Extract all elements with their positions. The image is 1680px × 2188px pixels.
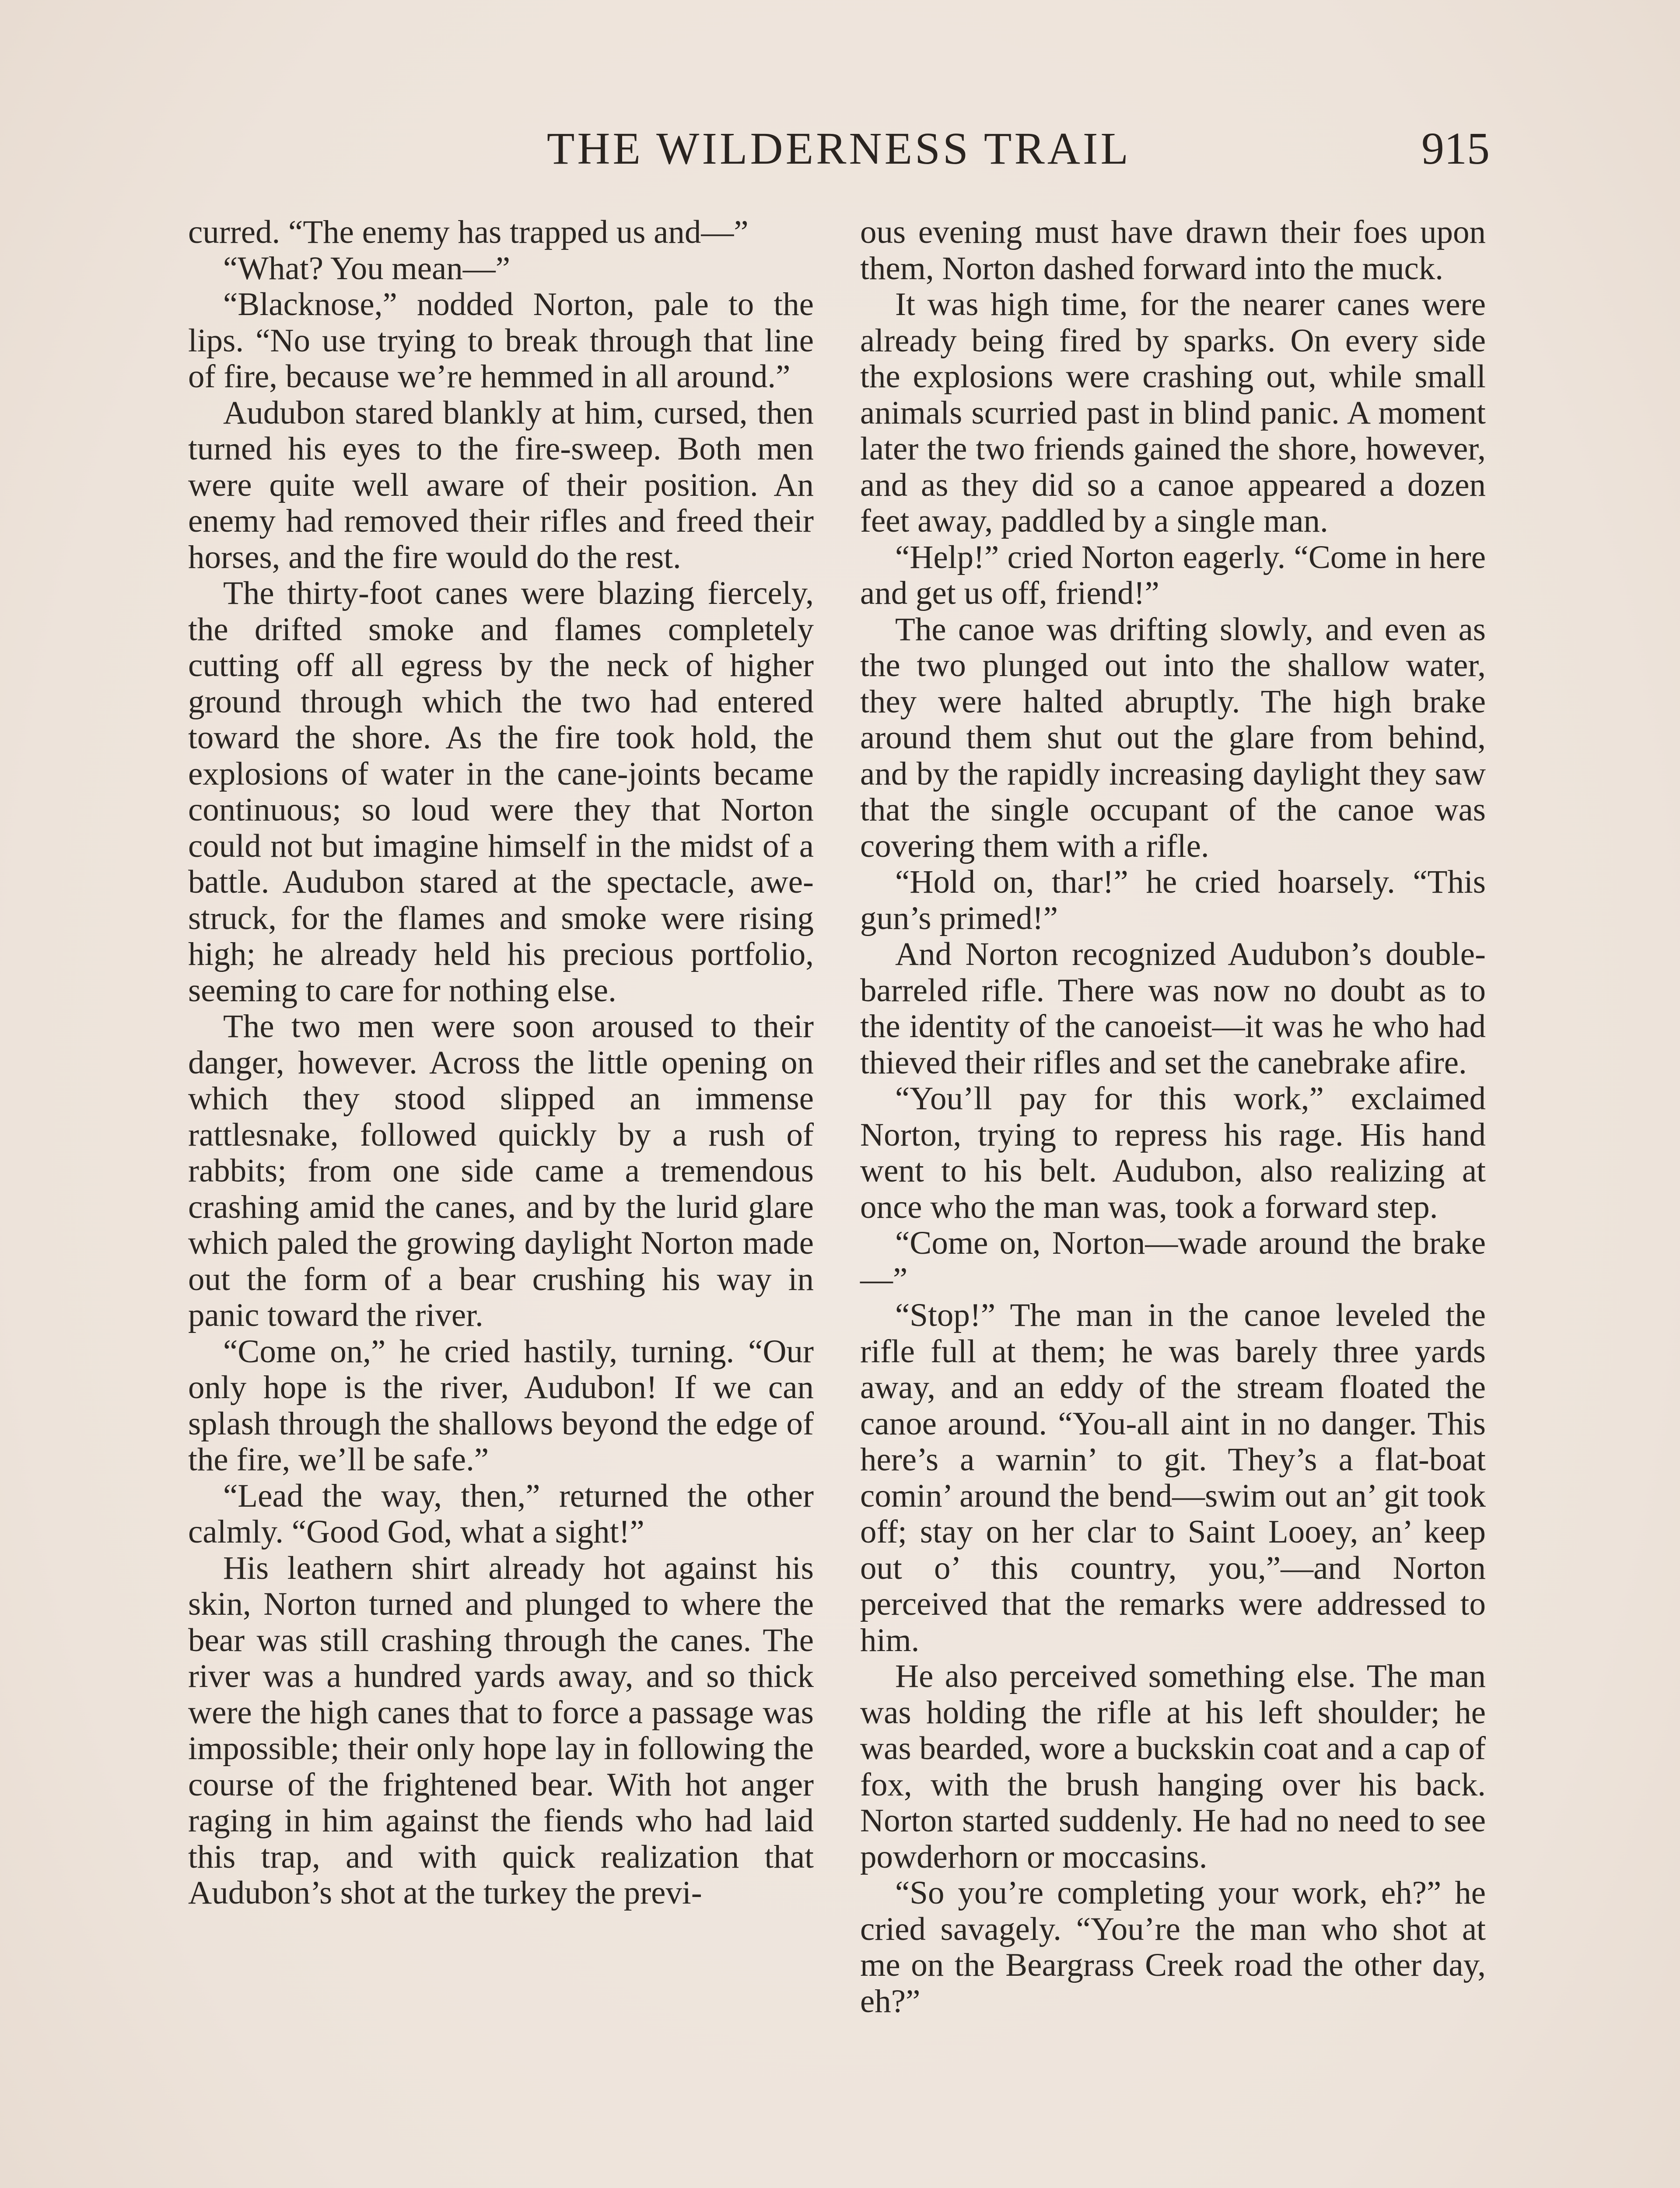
paragraph: “Help!” cried Norton eagerly. “Come in here and get us off, friend!” xyxy=(860,539,1486,611)
paragraph: “You’ll pay for this work,” exclaimed Norton, trying to repress his rage. His hand went to his belt. Audubon, also realizing at once who the man was, took a forward step. xyxy=(860,1080,1486,1225)
running-title: THE WILDERNESS TRAIL xyxy=(546,123,1131,174)
paragraph: “What? You mean—” xyxy=(223,250,511,287)
paragraph: curred. “The enemy has trapped us and—” xyxy=(188,214,749,250)
paragraph: It was high time, for the nearer canes were already being fired by sparks. On every side the explosions were crashing out, while small animals scurried past in blind panic. A moment later the two friends gained the shore, however, and as they did so a canoe appeared a dozen feet away, paddled by a single man. xyxy=(860,286,1486,539)
paragraph: “Hold on, thar!” he cried hoarsely. “This gun’s primed!” xyxy=(860,864,1486,936)
left-column xyxy=(188,214,814,1911)
paragraph: The thirty-foot canes were blazing fiercely, the drifted smoke and flames completely cutting off all egress by the neck of higher ground through which the two had entered toward the shore. As the fire took hold, the explosions of water in the cane-joints became continuous; so loud were they that Norton could not but imagine himself in the midst of a battle. Audubon stared at the spectacle, awe-struck, for the flames and smoke were rising high; he already held his precious portfolio, seeming to care for nothing else. xyxy=(188,575,814,1009)
paragraph: His leathern shirt already hot against his skin, Norton turned and plunged to where the bear was still crashing through the canes. The river was a hundred yards away, and so thick were the high canes that to force a passage was impossible; their only hope lay in following the course of the frightened bear. With hot anger raging in him against the fiends who had laid this trap, and with quick realization that Audubon’s shot at the turkey the previ- xyxy=(188,1550,814,1911)
paragraph: “Lead the way, then,” returned the other calmly. “Good God, what a sight!” xyxy=(188,1477,814,1550)
paragraph: The two men were soon aroused to their danger, however. Across the little opening on which they stood slipped an immense rattlesnake, followed quickly by a rush of rabbits; from one side came a tremendous crashing amid the canes, and by the lurid glare which paled the growing daylight Norton made out the form of a bear crushing his way in panic toward the river. xyxy=(188,1008,814,1333)
paragraph: And Norton recognized Audubon’s double-barreled rifle. There was now no doubt as to the identity of the canoeist—it was he who had thieved their rifles and set the canebrake afire. xyxy=(860,936,1486,1081)
page-number: 915 xyxy=(1421,123,1490,174)
paragraph: Audubon stared blankly at him, cursed, then turned his eyes to the fire-sweep. Both men were quite well aware of their position. An enemy had removed their rifles and freed their horses, and the fire would do the rest. xyxy=(188,394,814,575)
paragraph: “Stop!” The man in the canoe leveled the rifle full at them; he was barely three yards away, and an eddy of the stream floated the canoe around. “You-all aint in no danger. This here’s a warnin’ to git. They’s a flat-boat comin’ around the bend—swim out an’ git took off; stay on her clar to Saint Looey, an’ keep out o’ this country, you,”—and Norton perceived that the remarks were addressed to him. xyxy=(860,1297,1486,1659)
right-column xyxy=(860,214,1486,2020)
paragraph: “Come on, Norton—wade around the brake—” xyxy=(860,1225,1486,1297)
paragraph: He also perceived something else. The man was holding the rifle at his left shoulder; he was bearded, wore a buckskin coat and a cap of fox, with the brush hanging over his back. Norton started suddenly. He had no need to see powderhorn or moccasins. xyxy=(860,1658,1486,1875)
paragraph: “Come on,” he cried hastily, turning. “Our only hope is the river, Audubon! If we can splash through the shallows beyond the edge of the fire, we’ll be safe.” xyxy=(188,1333,814,1478)
page-header xyxy=(188,118,1490,179)
paragraph: The canoe was drifting slowly, and even as the two plunged out into the shallow water, they were halted abruptly. The high brake around them shut out the glare from behind, and by the rapidly increasing daylight they saw that the single occupant of the canoe was covering them with a rifle. xyxy=(860,611,1486,864)
paragraph: “Blacknose,” nodded Norton, pale to the lips. “No use trying to break through that line of fire, because we’re hemmed in all around.” xyxy=(188,286,814,395)
paragraph: ous evening must have drawn their foes upon them, Norton dashed forward into the muck. xyxy=(860,214,1486,287)
paragraph: “So you’re completing your work, eh?” he cried savagely. “You’re the man who shot at me on the Beargrass Creek road the other day, eh?” xyxy=(860,1875,1486,2020)
